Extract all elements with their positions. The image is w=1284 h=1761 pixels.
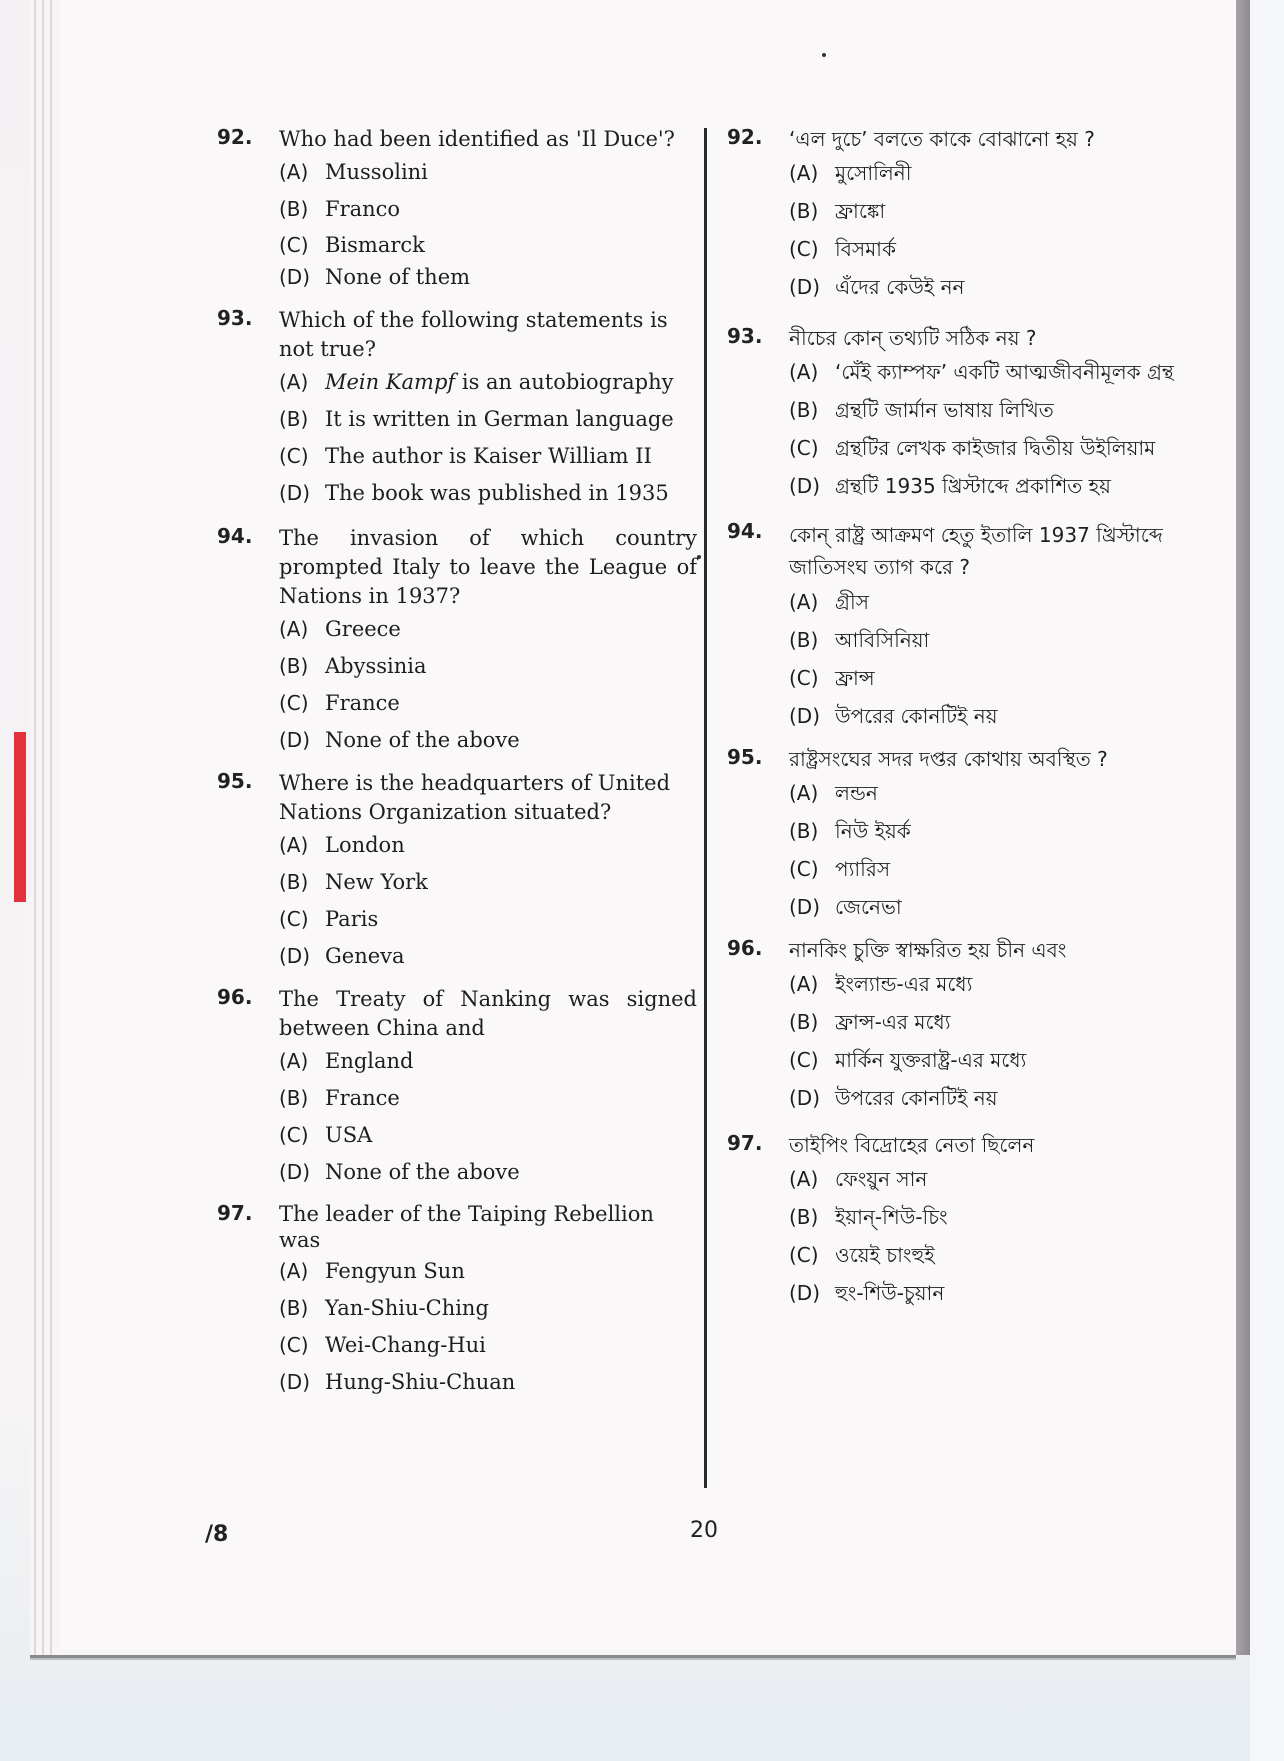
question-text: ‘এল দুচে’ বলতে কাকে বোঝানো হয় ?	[789, 127, 1095, 151]
page-number: 20	[690, 1518, 718, 1543]
question-text: নানকিং চুক্তি স্বাক্ষরিত হয় চীন এবং	[789, 938, 1067, 962]
option: (B) Abyssinia	[279, 654, 427, 678]
option: (C) Paris	[279, 907, 379, 931]
question-number: 97.	[727, 1131, 763, 1155]
option: (A) লন্ডন	[789, 781, 878, 805]
option: (A) ফেংয়ুন সান	[789, 1167, 928, 1191]
option: (C) France	[279, 691, 400, 715]
option: (A) Mussolini	[279, 160, 428, 184]
speck	[822, 53, 826, 57]
option: (C) বিসমার্ক	[789, 237, 896, 261]
option: (B) It is written in German language	[279, 407, 674, 431]
option: (D) None of the above	[279, 1160, 520, 1184]
question-number: 94.	[217, 524, 253, 548]
question-94-bn	[727, 519, 1207, 735]
question-97-bn	[727, 1131, 1207, 1312]
option: (A) London	[279, 833, 405, 857]
option: (C) The author is Kaiser William II	[279, 444, 652, 468]
option: (B) ফ্রান্স-এর মধ্যে	[789, 1010, 951, 1034]
option: (B) আবিসিনিয়া	[789, 628, 930, 652]
question-94-en	[217, 524, 697, 759]
sheet-edge-line	[42, 0, 44, 1655]
question-number: 94.	[727, 519, 763, 543]
option: (B) New York	[279, 870, 428, 894]
question-number: 95.	[217, 769, 253, 793]
option: (B) নিউ ইয়র্ক	[789, 819, 911, 843]
option: (C) মার্কিন যুক্তরাষ্ট্র-এর মধ্যে	[789, 1048, 1027, 1072]
option: (D) গ্রন্থটি 1935 খ্রিস্টাব্দে প্রকাশিত হয়	[789, 474, 1111, 498]
page-edge-right	[1236, 0, 1250, 1655]
option: (B) গ্রন্থটি জার্মান ভাষায় লিখিত	[789, 398, 1054, 422]
question-text: The invasion of which country prompted Italy to leave the League of Nations in 1937?	[279, 526, 697, 608]
question-text: The Treaty of Nanking was signed between China and	[279, 987, 697, 1040]
option: (A) Greece	[279, 617, 401, 641]
option: (D) None of them	[279, 265, 471, 289]
speck	[697, 555, 701, 559]
option: (D) জেনেভা	[789, 895, 902, 919]
question-number: 93.	[727, 324, 763, 348]
question-number: 95.	[727, 745, 763, 769]
option: (C) USA	[279, 1123, 373, 1147]
option: (A) England	[279, 1049, 414, 1073]
question-93-en	[217, 306, 697, 512]
question-number: 92.	[727, 125, 763, 149]
option: (A) গ্রীস	[789, 590, 869, 614]
sheet-edge-line	[34, 0, 36, 1655]
option: (D) Hung-Shiu-Chuan	[279, 1370, 516, 1394]
question-number: 96.	[217, 985, 253, 1009]
question-number: 96.	[727, 936, 763, 960]
option: (D) The book was published in 1935	[279, 481, 669, 505]
option: (D) উপরের কোনটিই নয়	[789, 1086, 998, 1110]
option: (B) France	[279, 1086, 400, 1110]
sheet-edge-line	[50, 0, 52, 1655]
option: (B) Franco	[279, 197, 401, 221]
option: (C) গ্রন্থটির লেখক কাইজার দ্বিতীয় উইলিয়াম	[789, 436, 1156, 460]
question-text: Who had been identified as 'Il Duce'?	[279, 127, 675, 151]
option: (A) Mein Kampf is an autobiography	[279, 370, 674, 394]
option: (A) ইংল্যান্ড-এর মধ্যে	[789, 972, 973, 996]
option: (D) Geneva	[279, 944, 405, 968]
option: (C) ওয়েই চাংহুই	[789, 1243, 935, 1267]
question-92-en	[217, 125, 697, 292]
option: (A) Fengyun Sun	[279, 1259, 465, 1283]
binding-red-tab	[14, 732, 26, 902]
option: (D) হুং-শিউ-চুয়ান	[789, 1281, 945, 1305]
option: (A) ‘মেঁই ক্যাম্পফ’ একটি আত্মজীবনীমূলক গ্রন্থ	[789, 360, 1174, 384]
scan-margin-right	[1250, 0, 1284, 1761]
question-95-bn	[727, 745, 1207, 926]
question-text: কোন্ রাষ্ট্র আক্রমণ হেতু ইতালি 1937 খ্রিস্টাব্দে জাতিসংঘ ত্যাগ করে ?	[789, 523, 1163, 579]
question-number: 93.	[217, 306, 253, 330]
question-96-bn	[727, 936, 1207, 1117]
option: (A) মুসোলিনী	[789, 161, 912, 185]
option: (C) প্যারিস	[789, 857, 891, 881]
option: (B) ইয়ান্-শিউ-চিং	[789, 1205, 948, 1229]
question-text: Which of the following statements is not true?	[279, 308, 668, 361]
option: (C) Wei-Chang-Hui	[279, 1333, 486, 1357]
question-text: The leader of the Taiping Rebellion was	[279, 1202, 654, 1252]
question-text: তাইপিং বিদ্রোহের নেতা ছিলেন	[789, 1133, 1035, 1157]
question-95-en	[217, 769, 697, 975]
option: (D) None of the above	[279, 728, 520, 752]
question-93-bn	[727, 324, 1207, 505]
booklet-code: /8	[205, 1522, 229, 1547]
option: (C) ফ্রান্স	[789, 666, 875, 690]
option: (B) ফ্রাঙ্কো	[789, 199, 886, 223]
question-92-bn	[727, 125, 1207, 306]
question-97-en	[217, 1201, 697, 1401]
question-number: 97.	[217, 1201, 253, 1225]
question-text: নীচের কোন্ তথ্যটি সঠিক নয় ?	[789, 326, 1037, 350]
column-divider	[704, 128, 707, 1488]
question-number: 92.	[217, 125, 253, 149]
option: (C) Bismarck	[279, 233, 425, 257]
bengali-column	[727, 125, 1207, 1322]
option: (B) Yan-Shiu-Ching	[279, 1296, 489, 1320]
question-text: Where is the headquarters of United Nations Organization situated?	[279, 771, 671, 824]
option: (D) এঁদের কেউই নন	[789, 275, 965, 299]
option: (D) উপরের কোনটিই নয়	[789, 704, 998, 728]
english-column	[217, 125, 697, 1411]
question-text: রাষ্ট্রসংঘের সদর দপ্তর কোথায় অবস্থিত ?	[789, 747, 1108, 771]
question-96-en	[217, 985, 697, 1191]
